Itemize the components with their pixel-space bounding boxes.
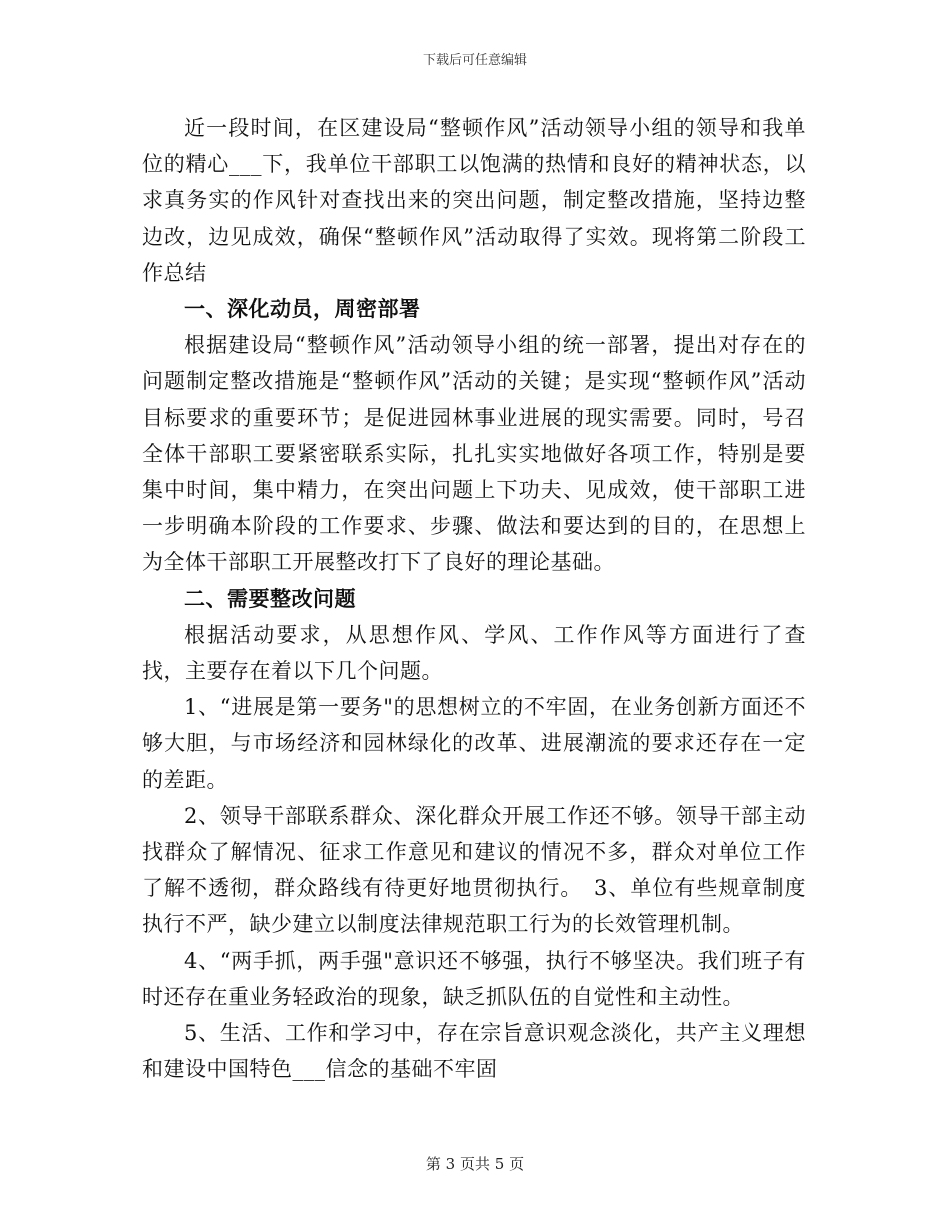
section-2-intro-paragraph: 根据活动要求，从思想作风、学风、工作作风等方面进行了查找，主要存在着以下几个问题。	[142, 622, 806, 684]
section-1-paragraph: 根据建设局“整顿作风”活动领导小组的统一部署，提出对存在的问题制定整改措施是“整顿作风”活动的关键；是实现“整顿作风”活动目标要求的重要环节；是促进园林事业进展的现实需要。同时，号召全体干部职工要紧密联系实际，扎扎实实地做好各项工作，特别是要集中时间，集中精力，在突出问题上下功夫、见成效，使干部职工进一步明确本阶段的工作要求、步骤、做法和要达到的目的，在思想上为全体干部职工开展整改打下了良好的理论基础。	[142, 333, 806, 575]
issue-item-1: 1、“进展是第一要务"的思想树立的不牢固，在业务创新方面还不够大胆，与市场经济和园林绿化的改革、进展潮流的要求还存在一定的差距。	[142, 695, 806, 792]
page-footer: 第 3 页共 5 页	[425, 1155, 525, 1173]
issue-item-4: 4、“两手抓，两手强"意识还不够强，执行不够坚决。我们班子有时还存在重业务轻政治的现象，缺乏抓队伍的自觉性和主动性。	[142, 948, 806, 1009]
issue-item-5: 5、生活、工作和学习中，存在宗旨意识观念淡化，共产主义理想和建设中国特色___信念的基础不牢固	[142, 1021, 806, 1082]
issue-item-2-3: 2、领导干部联系群众、深化群众开展工作还不够。领导干部主动找群众了解情况、征求工作意见和建议的情况不多，群众对单位工作了解不透彻，群众路线有待更好地贯彻执行。 3、单位有些规章制度执行不严，缺少建立以制度法律规范职工行为的长效管理机制。	[142, 803, 806, 937]
section-heading-2: 二、需要整改问题	[184, 585, 356, 611]
section-heading-1: 一、深化动员，周密部署	[184, 296, 421, 322]
page-header: 下载后可任意编辑	[422, 53, 527, 68]
intro-paragraph: 近一段时间，在区建设局“整顿作风”活动领导小组的领导和我单位的精心___下，我单位干部职工以饱满的热情和良好的精神状态，以求真务实的作风针对查找出来的突出问题，制定整改措施，坚持边整边改，边见成效，确保“整顿作风”活动取得了实效。现将第二阶段工作总结	[142, 116, 806, 285]
document-body	[142, 110, 806, 1087]
